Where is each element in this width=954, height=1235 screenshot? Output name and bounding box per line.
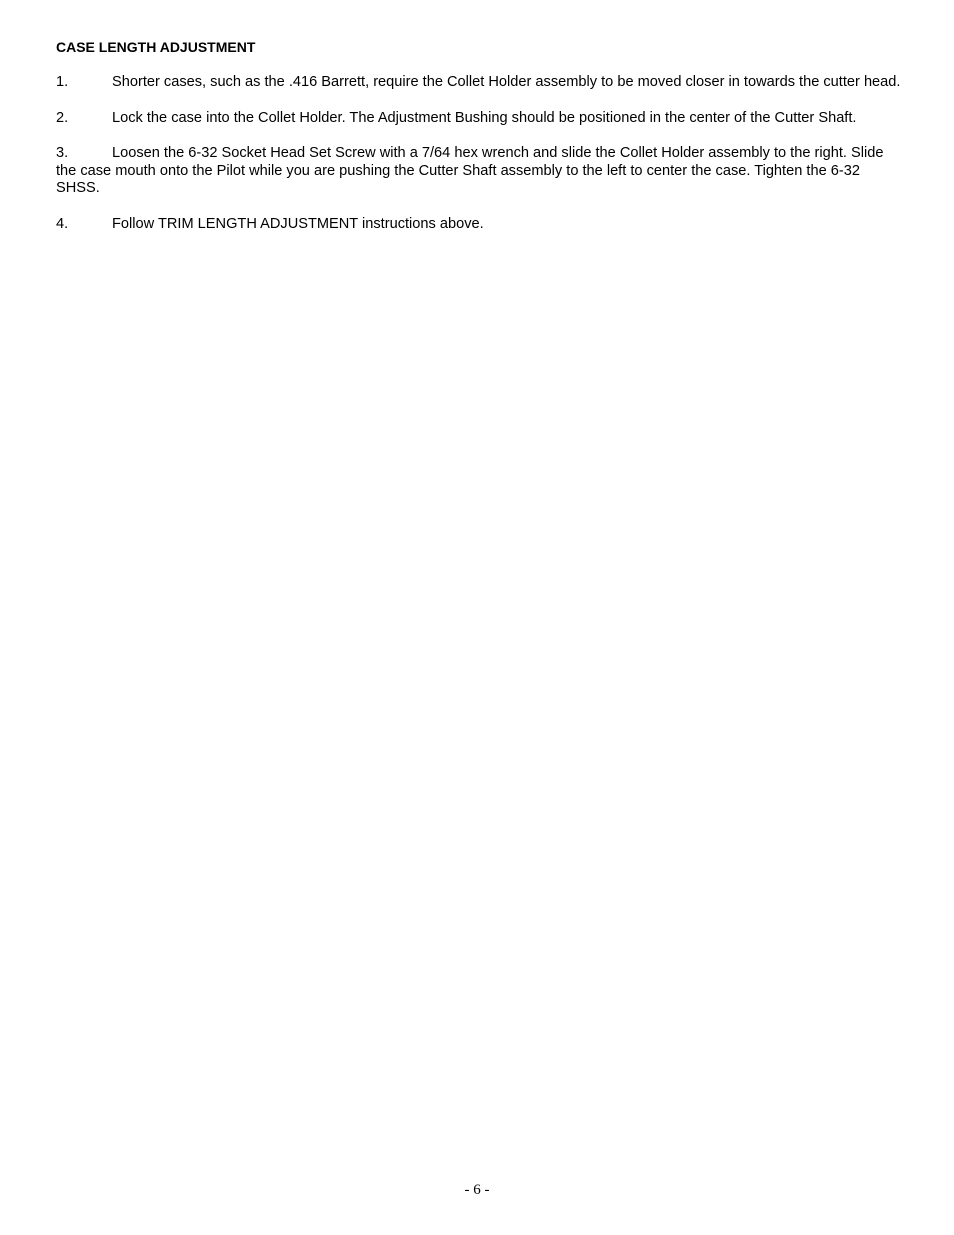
page-number: - 6 - (464, 1182, 490, 1198)
step-2 (56, 110, 906, 128)
step-text: Lock the case into the Collet Holder. The Adjustment Bushing should be positioned in the center of the Cutter Shaft. (112, 109, 857, 126)
step-4 (56, 216, 906, 234)
step-number: 1. (56, 74, 69, 90)
step-text: Shorter cases, such as the .416 Barrett, require the Collet Holder assembly to be moved closer in towards the cutter head. (112, 74, 901, 90)
step-text: Loosen the 6-32 Socket Head Set Screw with a 7/64 hex wrench and slide the Collet Holder assembly to the right. Slide the case mouth onto the Pilot while you are pushing the Cutter Shaft assembly to the left to center the case. Tighten the 6-32 SHSS. (56, 145, 884, 196)
document-body (56, 38, 906, 251)
step-number: 2. (56, 109, 69, 126)
step-text: Follow TRIM LENGTH ADJUSTMENT instructions above. (112, 215, 484, 232)
step-3 (56, 145, 906, 198)
step-number: 3. (56, 145, 69, 161)
step-1 (56, 74, 906, 92)
section-heading: CASE LENGTH ADJUSTMENT (56, 39, 256, 55)
step-number: 4. (56, 215, 69, 232)
